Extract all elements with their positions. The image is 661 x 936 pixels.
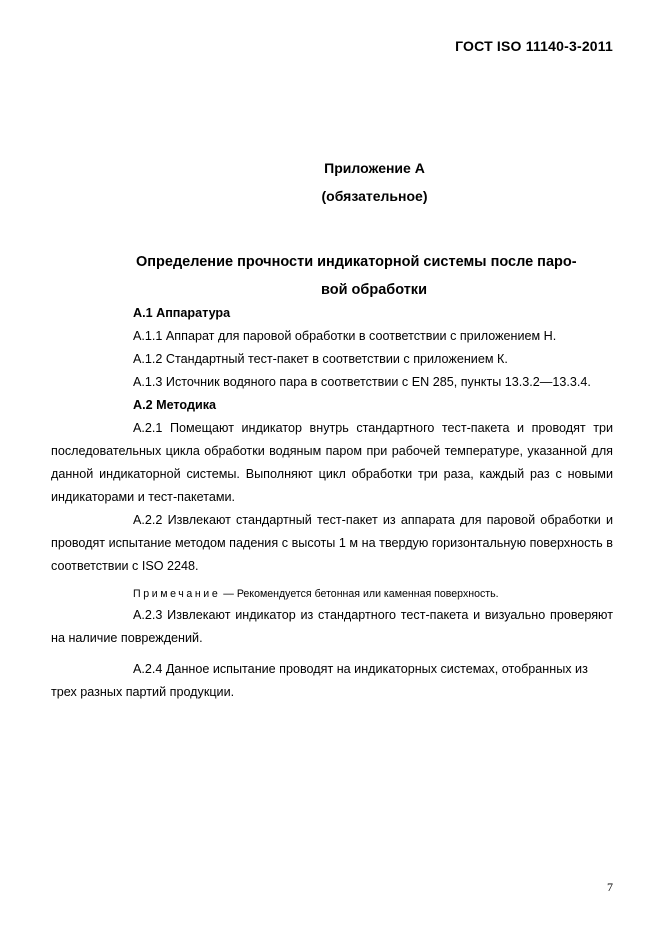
document-number-header: ГОСТ ISO 11140-3-2011 (455, 38, 613, 54)
document-body (51, 302, 613, 704)
section-title-line1: Определение прочности индикаторной системы после паро- (136, 254, 577, 270)
paragraph-a1-2: А.1.2 Стандартный тест-пакет в соответствии с приложением К. (133, 352, 508, 366)
note-label: Примечание (133, 588, 221, 600)
page-number: 7 (607, 880, 613, 894)
paragraph-a2-1: А.2.1 Помещают индикатор внутрь стандартного тест-пакета и проводят три последовательных цикла обработки водяным паром при рабочей температуре, указанной для данной индикаторной системы. Выполняют цикл обработки три раза, каждый раз с новыми индикаторами и тест-пакетами. (51, 421, 613, 504)
note-text: — Рекомендуется бетонная или каменная поверхность. (223, 588, 499, 600)
section-title (92, 248, 612, 304)
paragraph-a2-2: А.2.2 Извлекают стандартный тест-пакет из аппарата для паровой обработки и проводят испытание методом падения с высоты 1 м на твердую горизонтальную поверхность в соответствии с ISO 2248. (51, 513, 613, 573)
annex-status: (обязательное) (321, 188, 428, 204)
paragraph-a2-3: А.2.3 Извлекают индикатор из стандартного тест-пакета и визуально проверяют на наличие повреждений. (51, 608, 613, 645)
section-title-line2: вой обработки (321, 282, 427, 298)
paragraph-a2-4: А.2.4 Данное испытание проводят на индикаторных системах, отобранных из трех разных партий продукции. (51, 662, 588, 699)
subsection-heading-a2: А.2 Методика (133, 398, 216, 412)
annex-title: Приложение А (324, 160, 425, 176)
note (92, 584, 613, 604)
paragraph-a1-1: А.1.1 Аппарат для паровой обработки в соответствии с приложением Н. (133, 329, 557, 343)
paragraph-a1-3: А.1.3 Источник водяного пара в соответствии с EN 285, пункты 13.3.2—13.3.4. (133, 375, 591, 389)
subsection-heading-a1: А.1 Аппаратура (133, 306, 231, 320)
